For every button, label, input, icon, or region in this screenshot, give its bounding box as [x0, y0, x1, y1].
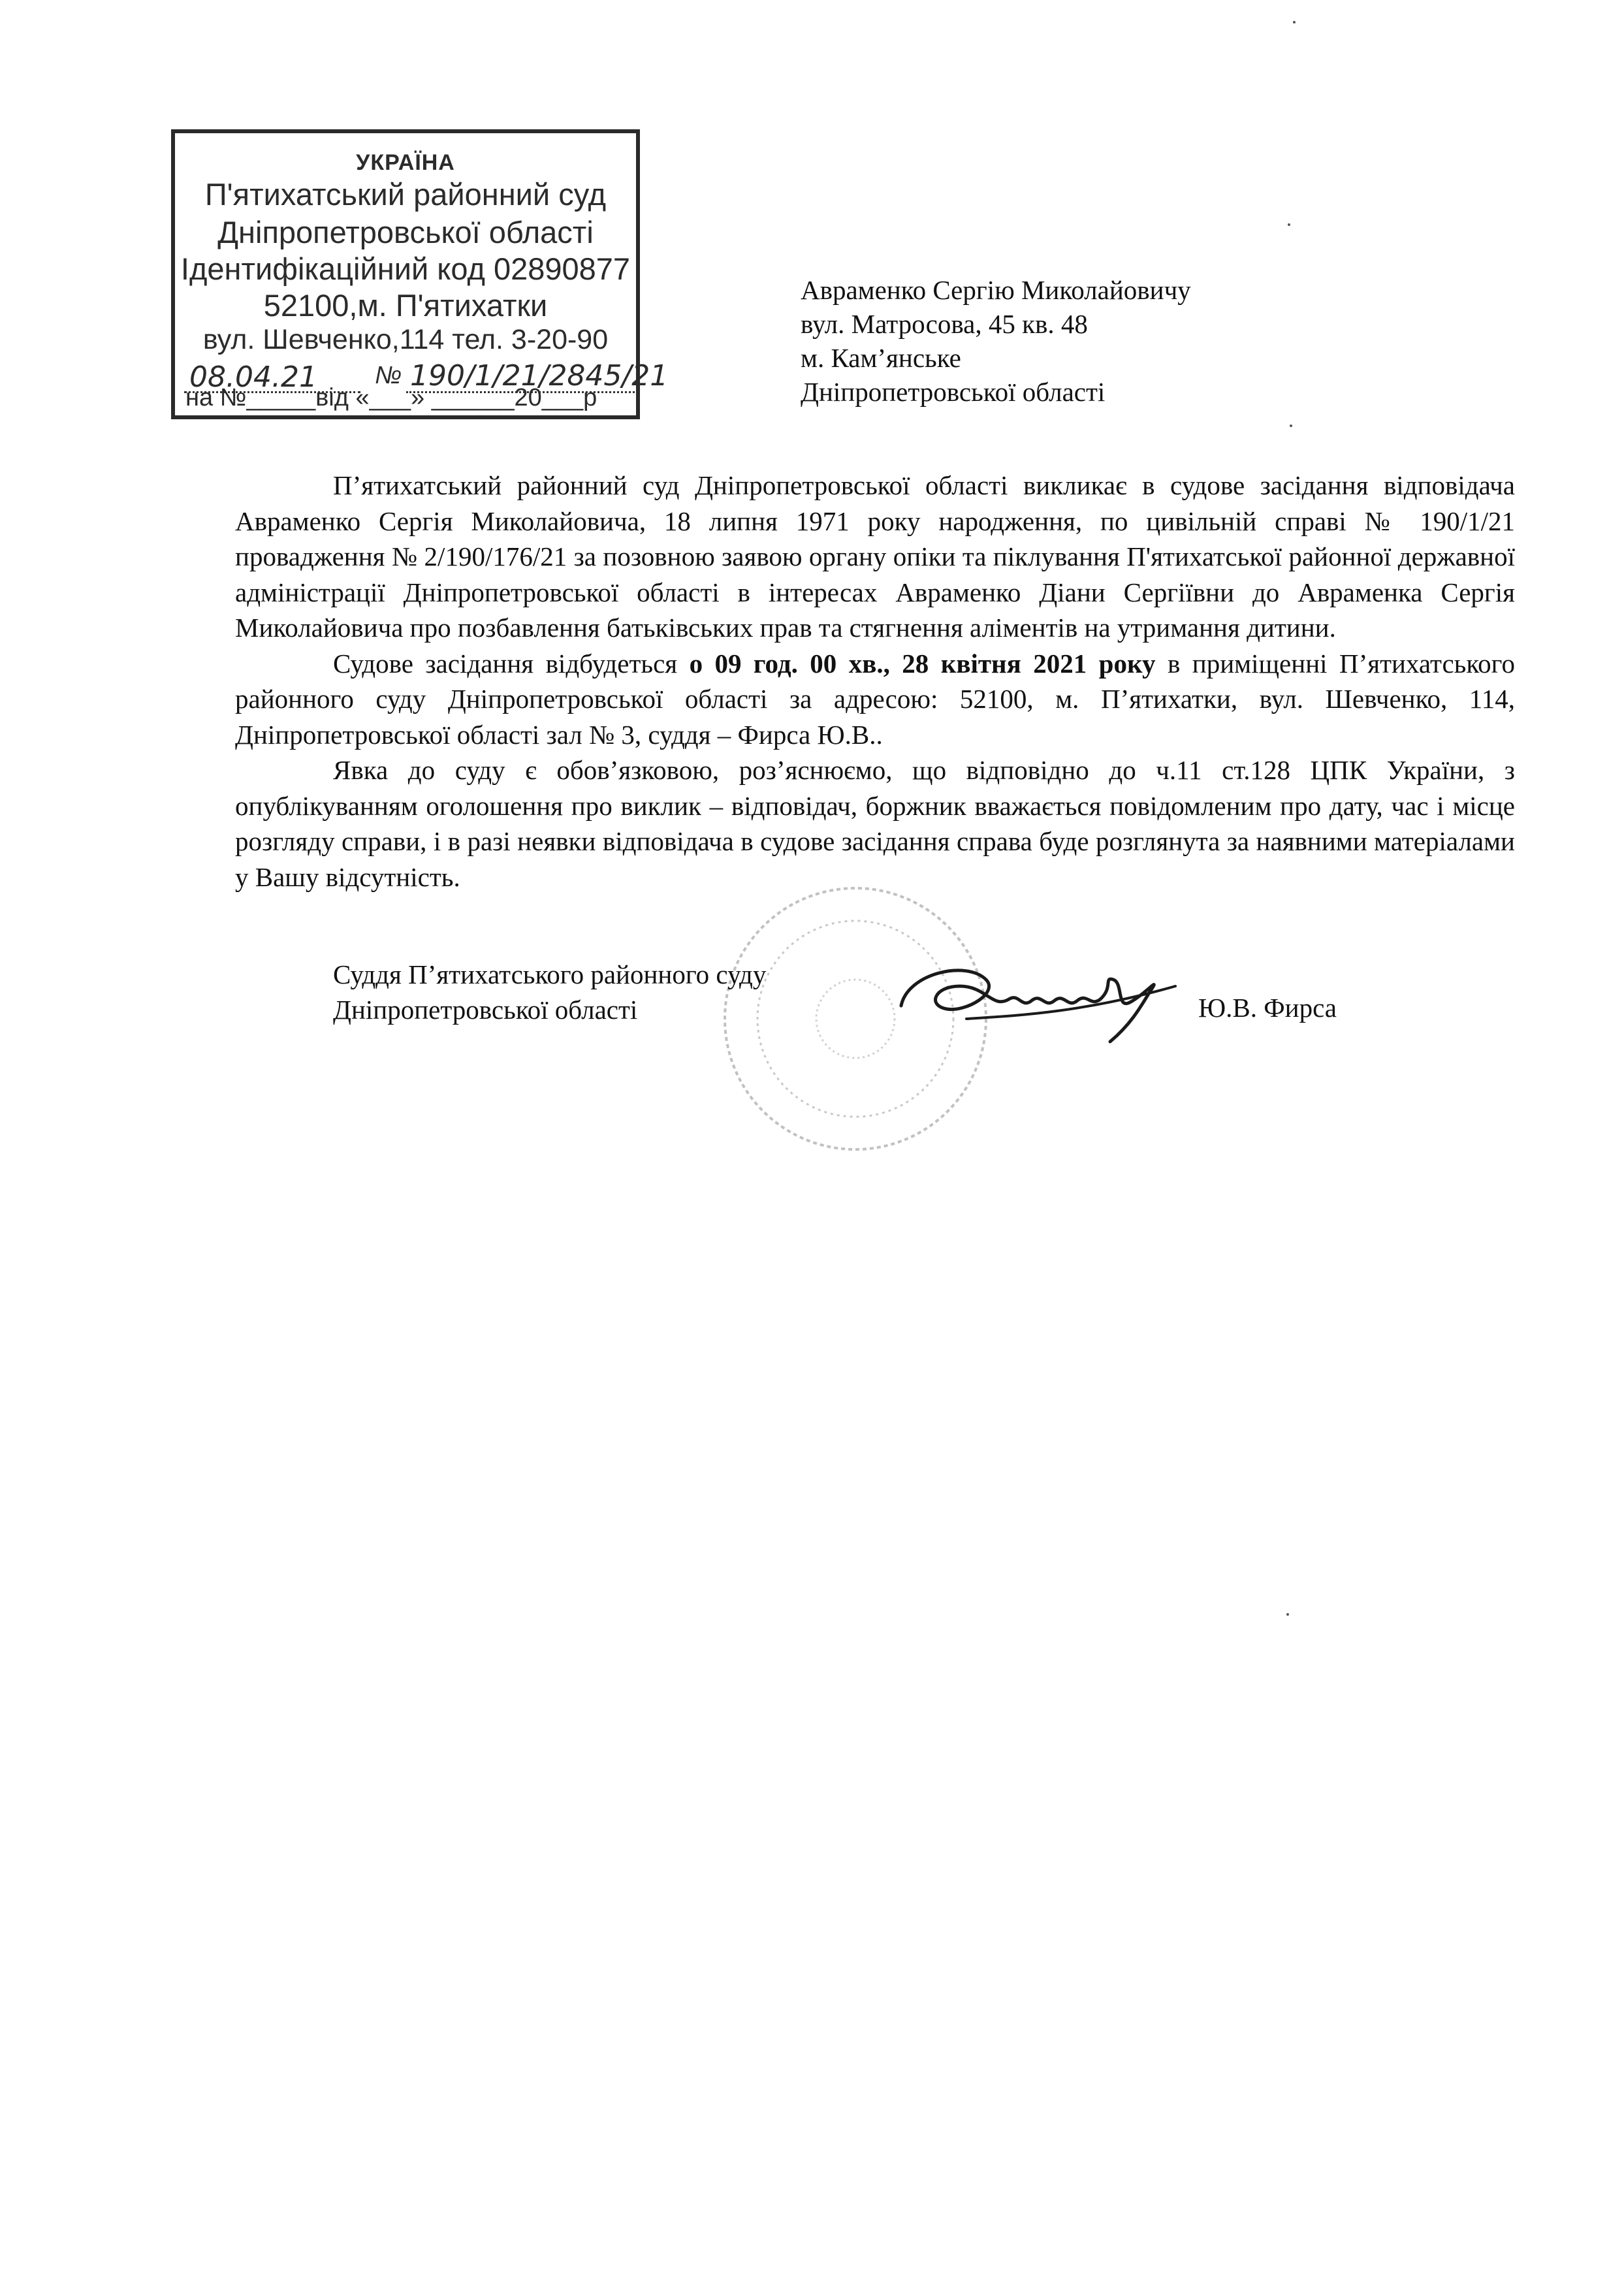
judge-title-line1: Суддя П’ятихатського районного суду [333, 959, 767, 989]
registration-stamp [171, 129, 669, 419]
summons-body [235, 468, 1515, 895]
stamp-street-phone: вул. Шевченко,114 тел. 3-20-90 [202, 324, 609, 355]
stamp-handwritten-date: 08.04.21 [189, 360, 317, 394]
addressee-region: Дніпропетровської області [801, 377, 1106, 407]
addressee-block [801, 273, 1191, 409]
hearing-date-time: о 09 год. 00 хв., 28 квітня 2021 року [689, 648, 1156, 679]
stamp-id-code: Ідентифікаційний код 02890877 [180, 251, 631, 286]
addressee-city: м. Кам’янське [801, 343, 961, 373]
stamp-court-name: П'ятихатський районний суд [204, 177, 607, 212]
judge-name: Ю.В. Фирса [1198, 993, 1337, 1023]
hearing-text-end: в приміщенні П’ятихатського районного суду Дніпропетровської області за адресою: 52100, м. П’ятихатки, вул. Шевченко, 114, Дніпропетровської області зал № 3, суддя – Фирса Ю.В.. [235, 648, 1515, 750]
stamp-handwritten-reg-number: 190/1/21/2845/21 [410, 359, 669, 392]
addressee-name: Авраменко Сергію Миколайовичу [801, 275, 1191, 305]
addressee-street: вул. Матросова, 45 кв. 48 [801, 309, 1088, 339]
paragraph-attendance-notice: Явка до суду є обов’язковою, роз’яснюємо, що відповідно до ч.11 ст.128 ЦПК України, з опублікуванням оголошення про виклик – відповідач, боржник вважається повідомленим про дату, час і місце розгляду справи, і в разі неявки відповідача в судове засідання справа буде розглянута за наявними матеріалами у Вашу відсутність. [235, 755, 1515, 892]
stamp-region: Дніпропетровської області [217, 215, 594, 249]
handwritten-signature-icon [888, 947, 1188, 1051]
scan-speck [1293, 21, 1296, 24]
scan-speck [1290, 424, 1292, 427]
hearing-text-start: Судове засідання відбудеться [333, 648, 690, 679]
judge-title-line2: Дніпропетровської області [333, 995, 638, 1025]
stamp-number-label: № [375, 362, 402, 389]
stamp-city: 52100,м. П'ятихатки [263, 288, 548, 323]
paragraph-hearing-date [235, 646, 1515, 753]
judge-title [333, 957, 766, 1027]
scan-speck [1288, 223, 1290, 226]
stamp-country: УКРАЇНА [356, 150, 455, 175]
paragraph-summons: П’ятихатський районний суд Дніпропетровської області викликає в судове засідання відповідача Авраменко Сергія Миколайовича, 18 липня 1971 року народження, по цивільній справі № 190/1/21 провадження № 2/190/176/21 за позовною заявою органу опіки та піклування П'ятихатської районної державної адміністрації Дніпропетровської області в інтересах Авраменко Діани Сергіївни до Авраменка Сергія Миколайовича про позбавлення батьківських прав та стягнення аліментів на утримання дитини. [235, 470, 1515, 643]
scan-speck [1286, 1613, 1289, 1616]
stamp-incoming-line: на №_____від «___» ______20___р [185, 384, 597, 411]
